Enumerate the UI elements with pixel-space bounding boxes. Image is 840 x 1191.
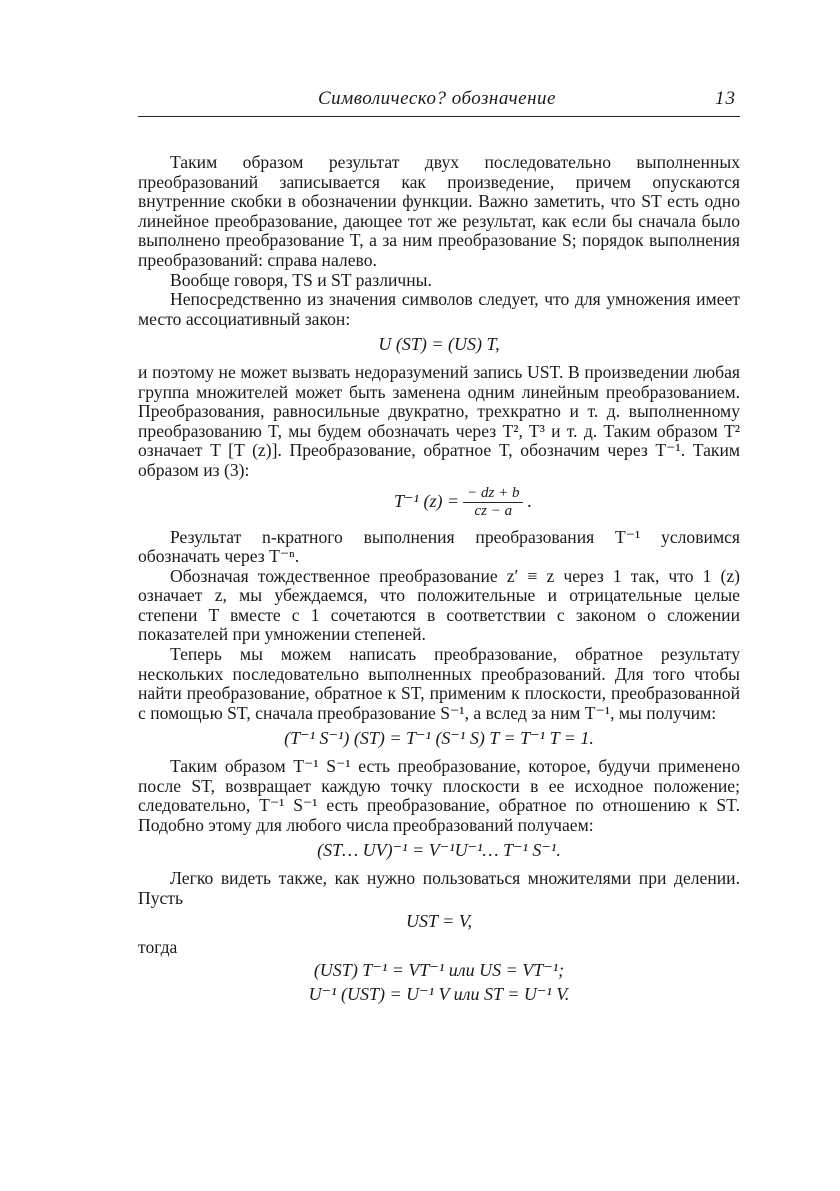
equation-definition: UST = V, <box>405 911 472 932</box>
equation-associative: U (ST) = (US) T, <box>378 334 500 355</box>
paragraph: Теперь мы можем написать преобразование, обратное результату нескольких последовательно выполненных преобразований. Для того чтобы найти преобразование, обратное к ST, применим к плоскости, преобразованной с помощью ST, сначала преобразование S⁻¹, а вслед за ним T⁻¹, мы получим: <box>138 644 740 723</box>
paragraph: Легко видеть также, как нужно пользоваться множителями при делении. Пусть <box>138 868 740 908</box>
book-page <box>138 88 740 1009</box>
equation-end: . <box>527 491 532 512</box>
paragraph: Непосредственно из значения символов следует, что для умножения имеет место ассоциативный закон: <box>138 289 740 329</box>
equation-division-2: U⁻¹ (UST) = U⁻¹ V или ST = U⁻¹ V. <box>308 983 570 1004</box>
paragraph: Таким образом результат двух последовательно выполненных преобразований записывается как произведение, причем опускаются внутренние скобки в обозначении функции. Важно заметить, что ST есть одно линейное преобразование, дающее тот же результат, как если бы сначала было выполнено преобразование T, а за ним преобразование S; порядок выполнения преобразований: справа налево. <box>138 152 740 270</box>
equation-inverse-product: (T⁻¹ S⁻¹) (ST) = T⁻¹ (S⁻¹ S) T = T⁻¹ T = 1. <box>284 728 594 749</box>
fraction <box>463 485 523 520</box>
then-line <box>138 938 740 958</box>
fraction-denominator: cz − a <box>474 502 513 519</box>
equation-general-inverse: (ST… UV)⁻¹ = V⁻¹U⁻¹… T⁻¹ S⁻¹. <box>317 840 561 861</box>
running-header <box>138 88 740 117</box>
paragraph: Вообще говоря, TS и ST различны. <box>170 269 432 290</box>
running-title: Символическо? обозначение <box>318 88 556 109</box>
equation-inverse <box>186 485 740 520</box>
page-number: 13 <box>715 88 736 109</box>
paragraph: Результат n-кратного выполнения преобразования T⁻¹ условимся обозначать через T⁻ⁿ. <box>138 526 740 567</box>
paragraph: и поэтому не может вызвать недоразумений запись UST. В произведении любая группа множителей может быть заменена одним линейным преобразованием. Преобразования, равносильные двукратно, трехкратно и т. д. выполненному преобразованию T, мы будем обозначать через T², T³ и т. д. Таким образом T² означает T [T (z)]. Преобразование, обратное T, обозначим через T⁻¹. Таким образом из (3): <box>138 361 740 480</box>
body-text <box>138 153 740 1005</box>
paragraph: Обозначая тождественное преобразование z′ ≡ z через 1 так, что 1 (z) означает z, мы убеждаемся, что положительные и отрицательные целые степени T вместе с 1 сочетаются в соответствии с законом о сложении показателей при умножении степеней. <box>138 565 740 645</box>
paragraph: Таким образом T⁻¹ S⁻¹ есть преобразование, которое, будучи применено после ST, возвращает каждую точку плоскости в ее исходное положение; следовательно, T⁻¹ S⁻¹ есть преобразование, обратное по отношению к ST. Подобно этому для любого числа преобразований получаем: <box>138 756 740 835</box>
equation-division-1: (UST) T⁻¹ = VT⁻¹ или US = VT⁻¹; <box>313 960 565 981</box>
equation-lhs: T⁻¹ (z) = <box>394 491 460 512</box>
then-word: тогда <box>138 936 178 957</box>
fraction-numerator: − dz + b <box>463 485 523 503</box>
